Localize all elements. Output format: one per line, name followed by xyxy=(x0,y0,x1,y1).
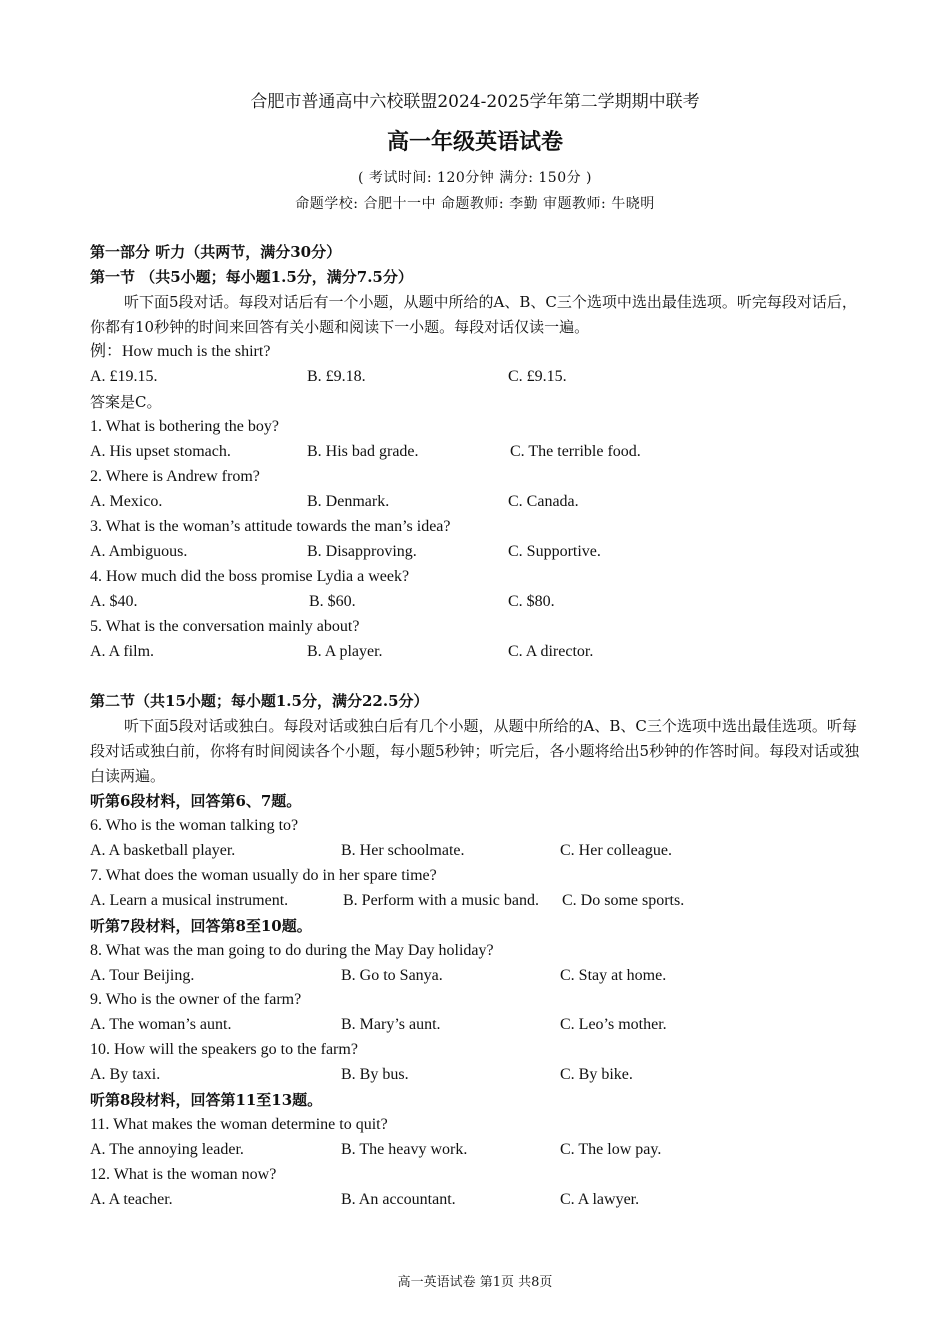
question-5: 5. What is the conversation mainly about? xyxy=(90,618,360,635)
question-11: 11. What makes the woman determine to quit? xyxy=(90,1116,388,1133)
q7-option-a: A. Learn a musical instrument. xyxy=(90,892,289,909)
section1-instructions: 听下面5段对话。每段对话后有一个小题，从题中所给的A、B、C三个选项中选出最佳选项。听完每段对话后，你都有10秒钟的时间来回答有关小题和阅读下一小题。每段对话仅读一遍。 xyxy=(90,293,857,336)
group-8-label: 听第8段材料，回答第11至13题。 xyxy=(90,1091,323,1109)
q2-option-a: A. Mexico. xyxy=(90,493,163,510)
q1-option-a: A. His upset stomach. xyxy=(90,443,231,460)
q6-option-a: A. A basketball player. xyxy=(90,842,236,859)
q4-option-c: C. $80. xyxy=(508,593,555,610)
q4-option-a: A. $40. xyxy=(90,593,138,610)
section2-instructions: 听下面5段对话或独白。每段对话或独白后有几个小题，从题中所给的A、B、C三个选项中选出最佳选项。听每段对话或独白前，你将有时间阅读各个小题，每小题5秒钟；听完后，各小题将给出5秒钟的作答时间。每段对话或独白读两遍。 xyxy=(90,717,860,785)
exam-authors: 命题学校: 合肥十一中 命题教师: 李勤 审题教师: 牛晓明 xyxy=(295,196,655,212)
exam-info: ( 考试时间: 120分钟 满分: 150分 ) xyxy=(357,170,593,186)
example-option-c: C. £9.15. xyxy=(508,368,567,385)
group-7-label: 听第7段材料，回答第8至10题。 xyxy=(90,917,312,935)
question-4: 4. How much did the boss promise Lydia a week? xyxy=(90,568,410,585)
question-8: 8. What was the man going to do during the May Day holiday? xyxy=(90,942,494,959)
q10-option-b: B. By bus. xyxy=(341,1066,409,1083)
q9-option-c: C. Leo’s mother. xyxy=(560,1016,667,1033)
q3-option-a: A. Ambiguous. xyxy=(90,543,188,560)
part1-heading: 第一部分 听力（共两节，满分30分） xyxy=(90,243,342,261)
section2-heading: 第二节（共15小题；每小题1.5分，满分22.5分） xyxy=(90,692,429,710)
q3-option-c: C. Supportive. xyxy=(508,543,601,560)
question-12: 12. What is the woman now? xyxy=(90,1166,277,1183)
question-3: 3. What is the woman’s attitude towards the man’s idea? xyxy=(90,518,451,535)
section1-heading: 第一节 （共5小题；每小题1.5分，满分7.5分） xyxy=(90,268,413,286)
question-9: 9. Who is the owner of the farm? xyxy=(90,991,302,1008)
q10-option-c: C. By bike. xyxy=(560,1066,633,1083)
group-6-label: 听第6段材料，回答第6、7题。 xyxy=(90,792,302,810)
example-option-b: B. £9.18. xyxy=(307,368,366,385)
q7-option-b: B. Perform with a music band. xyxy=(343,892,539,909)
example-answer: 答案是C。 xyxy=(90,393,162,411)
q1-option-c: C. The terrible food. xyxy=(510,443,641,460)
question-10: 10. How will the speakers go to the farm? xyxy=(90,1041,358,1058)
q10-option-a: A. By taxi. xyxy=(90,1066,161,1083)
q2-option-c: C. Canada. xyxy=(508,493,579,510)
q8-option-b: B. Go to Sanya. xyxy=(341,967,443,984)
q12-option-c: C. A lawyer. xyxy=(560,1191,640,1208)
q6-option-b: B. Her schoolmate. xyxy=(341,842,465,859)
page-footer: 高一英语试卷 第1页 共8页 xyxy=(397,1275,553,1290)
q9-option-a: A. The woman’s aunt. xyxy=(90,1016,232,1033)
exam-title: 合肥市普通高中六校联盟2024-2025学年第二学期期中联考 xyxy=(250,92,700,112)
q4-option-b: B. $60. xyxy=(309,593,356,610)
q5-option-c: C. A director. xyxy=(508,643,594,660)
paper-title: 高一年级英语试卷 xyxy=(386,129,563,155)
q8-option-c: C. Stay at home. xyxy=(560,967,667,984)
q12-option-a: A. A teacher. xyxy=(90,1191,173,1208)
q9-option-b: B. Mary’s aunt. xyxy=(341,1016,441,1033)
q11-option-c: C. The low pay. xyxy=(560,1141,662,1158)
q7-option-c: C. Do some sports. xyxy=(562,892,685,909)
question-2: 2. Where is Andrew from? xyxy=(90,468,260,485)
question-7: 7. What does the woman usually do in her spare time? xyxy=(90,867,437,884)
q12-option-b: B. An accountant. xyxy=(341,1191,456,1208)
q5-option-a: A. A film. xyxy=(90,643,155,660)
q1-option-b: B. His bad grade. xyxy=(307,443,419,460)
q3-option-b: B. Disapproving. xyxy=(307,543,417,560)
q5-option-b: B. A player. xyxy=(307,643,383,660)
q8-option-a: A. Tour Beijing. xyxy=(90,967,195,984)
example-question: 例：How much is the shirt? xyxy=(90,343,271,360)
q11-option-a: A. The annoying leader. xyxy=(90,1141,244,1158)
q2-option-b: B. Denmark. xyxy=(307,493,390,510)
question-1: 1. What is bothering the boy? xyxy=(90,418,279,435)
q11-option-b: B. The heavy work. xyxy=(341,1141,468,1158)
q6-option-c: C. Her colleague. xyxy=(560,842,672,859)
example-option-a: A. £19.15. xyxy=(90,368,158,385)
question-6: 6. Who is the woman talking to? xyxy=(90,817,299,834)
